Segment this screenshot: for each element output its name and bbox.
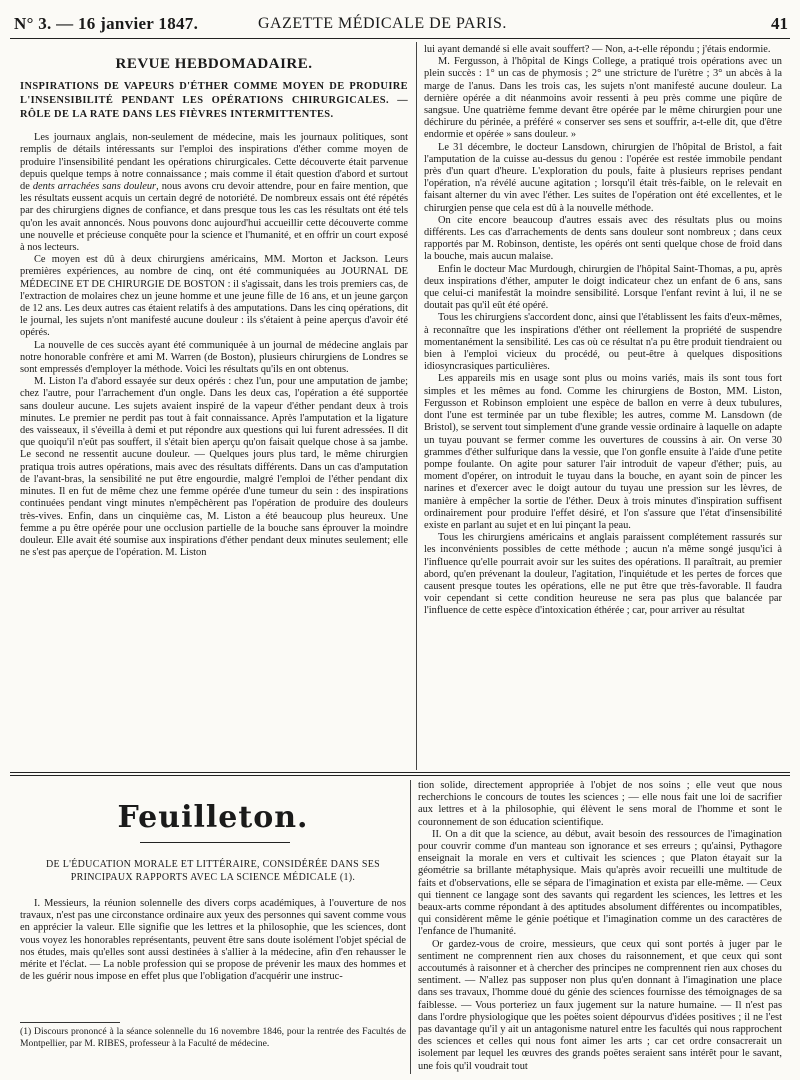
feuilleton-rule xyxy=(10,775,790,776)
feuilleton-paragraph: II. On a dit que la science, au début, avait besoin des ressources de l'imagination pour couvrir comme d'un manteau son ignorance et ses erreurs ; qu'ainsi, Pythagore enseignait la morale en vers et cultivait les sciences ; que Platon étayait sur la géométrie sa brillante métaphysique. Mais qu'après avoir recueilli une multitude de faits et d'observations, elle se sépara de l'imagination et exista par elle-même. — Ceux qui tiennent ce langage sont des savants qui regardent les sciences, les lettres et les beaux-arts comme répondant à des aptitudes absolument différentes ou incompatibles, qui considèrent même le génie poétique et l'imagination comme un des caractères de l'enfance de l'humanité. xyxy=(418,828,782,938)
article-paragraph: Enfin le docteur Mac Murdough, chirurgien de l'hôpital Saint-Thomas, a pu, après deux inspirations d'éther, amputer le doigt indicateur chez un enfant de 6 ans, sans que celui-ci manifestât la moindre sensibilité. Lorsque l'enfant revint à lui, il ne se doutait pas qu'il eût été opéré. xyxy=(424,263,782,312)
feuilleton-paragraph: I. Messieurs, la réunion solennelle des divers corps académiques, à l'ouverture de nos travaux, n'est pas une circonstance ordinaire aux yeux des personnes qui savent comme vous en apprécier la valeur. Elle signifie que les lettres et la philosophie, que les sciences, dont vous voyez les honorables représentants, peuvent être sans doute isolément l'objet spécial de nos études, mais qu'elles sont aussi destinées à s'allier à la médecine, afin d'en rehausser le mérite et l'éclat. — La noble profession qui se propose de prévenir les maux des hommes et de les guérir nous impose en effet plus que l'obligation d'acquérir une instruc- xyxy=(20,898,406,983)
article-paragraph: La nouvelle de ces succès ayant été communiquée à un journal de médecine anglais par notre honorable confrère et ami M. Warren (de Boston), plusieurs chirurgiens de Londres se sont empressés d'employer la méthode. Voici les résultats qu'ils en ont obtenus. xyxy=(20,339,408,376)
article-paragraph: Ce moyen est dû à deux chirurgiens américains, MM. Morton et Jackson. Leurs premières expériences, au nombre de cinq, ont été communiquées au JOURNAL DE MÉDECINE ET DE CHIRURGIE DE BOSTON : il s'agissait, dans les trois premiers cas, de l'extraction de molaires chez un jeune homme et une jeune fille de 16 ans, et un jeune garçon de 12 ans. Les deux autres cas étaient relatifs à des amputations. Dans les cinq opérations, dit le journal, les sujets n'ont manifesté aucune douleur : ils s'étaient à peine aperçus d'avoir été opérés. xyxy=(20,254,408,339)
article-title: INSPIRATIONS DE VAPEURS D'ÉTHER COMME MOYEN DE PRODUIRE L'INSENSIBILITÉ PENDANT LES OPÉRATIONS CHIRURGICALES. — RÔLE DE LA RATE DANS LES FIÈVRES INTERMITTENTES. xyxy=(20,81,408,121)
revue-column-left xyxy=(20,44,408,770)
column-divider xyxy=(416,42,417,770)
journal-title: GAZETTE MÉDICALE DE PARIS. xyxy=(258,15,507,32)
article-paragraph: Les appareils mis en usage sont plus ou moins variés, mais ils sont tous fort simples et les mêmes au fond. Comme les chirurgiens de Boston, MM. Liston, Fergusson et Robinson emploient une espèce de ballon en verre à deux tubulures, dont l'une est terminée par un tube flexible; les autres, comme M. Lansdown (de Bristol), se servent tout simplement d'une grande vessie ordinaire à laquelle on adapte un tuyau pouvant se fermer comme les ouvertures de coussins à air. On verse 30 grammes d'éther sulfurique dans la vessie, que l'on gonfle ensuite à l'aide d'une petite pompe foulante. On agite pour saturer l'air introduit de vapeur d'éther; puis, au moment d'opérer, on introduit le tuyau dans la bouche, en ayant soin de pincer les narines et d'exercer avec le doigt autour du tuyau une pression sur les lèvres, de manière à empêcher la sortie de l'éther. Deux à trois minutes d'inspiration suffisent ordinairement pour produire l'effet désiré, et l'on s'assure que l'état d'insensibilité existe en parlant au sujet et en lui pinçant la peau. xyxy=(424,373,782,531)
feuilleton-heading: DE L'ÉDUCATION MORALE ET LITTÉRAIRE, CONSIDÉRÉE DANS SES PRINCIPAUX RAPPORTS AVEC LA SCIENCE MÉDICALE (1). xyxy=(46,859,380,883)
section-title: REVUE HEBDOMADAIRE. xyxy=(115,56,313,72)
feuilleton-rule xyxy=(10,772,790,773)
article-paragraph: M. Liston l'a d'abord essayée sur deux opérés : chez l'un, pour une amputation de jambe; chez l'autre, pour l'arrachement d'un ongle. Dans les deux cas, l'opération a été supportée sans douleur aucune. Les sujets avaient inspiré de la vapeur d'éther pendant deux à trois minutes. Le premier ne perdit pas tout à fait connaissance. Après l'amputation et la ligature des vaisseaux, il s'éveilla à demi et put répondre aux questions qui lui furent adressées. Il dit que quoiqu'il n'eût pas souffert, il s'était bien aperçu qu'on faisait quelque chose à sa jambe. Le second ne ressentit aucune douleur. — Quelques jours plus tard, le même chirurgien pratiqua trois autres opérations, mais avec des résultats différents. Dans un cas d'amputation de l'avant-bras, la sensibilité ne put être engourdie, malgré l'emploi de l'éther pendant dix minutes. Il en fut de même chez une femme opérée d'une tumeur du sein : des inspirations continuées pendant vingt minutes n'empêchèrent pas l'opération de produire des douleurs très-vives. Enfin, dans un cinquième cas, M. Liston a été beaucoup plus heureux. Une femme a pu être opérée pour une occlusion partielle de la bouche sans éprouver la moindre douleur. Elle avait été soumise aux inspirations d'éther pendant deux minutes seulement; elle ne s'est pas aperçue de l'opération. M. Liston xyxy=(20,376,408,559)
article-paragraph: lui ayant demandé si elle avait souffert? — Non, a-t-elle répondu ; j'étais endormie. xyxy=(424,44,771,55)
page-number: 41 xyxy=(771,14,788,33)
column-divider xyxy=(410,780,411,1074)
article-paragraph: Tous les chirurgiens américains et anglais paraissent complétement rassurés sur les inconvénients possibles de cette méthode ; aucun n'a même songé jusqu'ici à l'influence qu'elle pourrait avoir sur les suites des opérations. Il paraîtrait, au premier abord, qu'en prévenant la douleur, l'agitation, l'inquiétude et les pertes de forces que causent presque toutes les opérations, elle ne put être que très-favorable. Il faudra voir cependant si cette condition heureuse ne sera pas plus que balancée par l'influence de cette espèce d'intoxication éthérée ; car, pour arriver au résultat xyxy=(424,532,782,617)
feuilleton-paragraph: tion solide, directement appropriée à l'objet de nos soins ; elle veut que nous recherchions le concours de toutes les sciences ; — elle nous fait une loi de sacrifier aux lettres et à la philosophie, qui élèvent le sens moral de l'homme et sont le couronnement de son éducation scientifique. xyxy=(418,780,782,828)
feuilleton-paragraph: Or gardez-vous de croire, messieurs, que ceux qui sont portés à juger par le sentiment ne comprennent rien aux choses du raisonnement, et que ceux qui sont accoutumés à raisonner et à chercher des principes ne comprennent rien aux choses du sentiment. — N'allez pas supposer non plus qu'en donnant à l'imagination une place dans ses travaux, l'homme doué du génie des sciences fournisse des témoignages de sa faiblesse. — Vous porteriez un faux jugement sur la nature humaine. — Il n'est pas dans l'ordre physiologique que les poëtes soient dépourvus d'idées positives ; il ne l'est pas davantage qu'il y ait un antagonisme naturel entre les facultés qui nous rapprochent des sciences et celles qui nous font aimer les arts ; car cet ordre consacrerait un isolement par lequel les œuvres des grands poëtes seraient sans intérêt pour le savant, une fois qu'il voudrait tout xyxy=(418,938,782,1072)
footnote: (1) Discours prononcé à la séance solennelle du 16 novembre 1846, pour la rentrée des Facultés de Montpellier, par M. RIBES, professeur à la Faculté de médecine. xyxy=(20,1026,406,1049)
footnote-rule xyxy=(20,1022,120,1023)
article-paragraph: M. Fergusson, à l'hôpital de Kings College, a pratiqué trois opérations avec un plein succès : 1° un cas de phymosis ; 2° une stricture de l'urètre ; 3° un abcès à la marge de l'anus. Dans les trois cas, les sujets n'ont manifesté aucune douleur. La dernière opérée a dit néanmoins avoir ressenti à peu près comme une piqûre de sangsue. Une quatrième femme devant être opérée par le même chirurgien pour une déchirure du périnée, a préféré « conserver ses sens et souffrir, a-t-elle dit, que d'être endormie et opérée » sans douleur. » xyxy=(424,56,782,141)
masthead xyxy=(10,8,790,39)
italic-phrase: dents arrachées sans douleur xyxy=(29,181,157,193)
feuilleton-title: Feuilleton. xyxy=(117,800,309,835)
title-rule xyxy=(140,842,290,843)
paragraph-text: Les journaux anglais, non-seulement de médecine, mais les journaux politiques, sont remplis de détails intéressants sur l'emploi des inspirations d'éther comme moyen de produire l'insensibilité pendant les opérations chirurgicales. Cette découverte était parvenue depuis quelque temps à notre connaissance ; mais comme il était question d'abord et surtout de xyxy=(20,132,408,193)
article-paragraph: On cite encore beaucoup d'autres essais avec des résultats plus ou moins différents. Les cas d'arrachements de dents sans douleur sont nombreux ; dans ceux rapportés par M. Robinson, dentiste, les opérés ont senti quelque chose de froid dans la bouche, mais aucun malaise. xyxy=(424,214,782,263)
revue-column-right xyxy=(424,44,782,770)
paragraph-text: , nous avons cru devoir attendre, pour en faire mention, que les résultats eussent acquis un certain degré de notoriété. De nombreux essais ont été répétés par des chirurgiens dignes de confiance, et dans presque tous les cas les résultats ont été tels qu'on les avait annoncés. Nous pouvons donc aujourd'hui accueillir cette découverte comme une nouvelle et précieuse conquête pour la science et l'humanité, et en offrir un court exposé à nos lecteurs. xyxy=(20,181,408,254)
article-paragraph: Tous les chirurgiens s'accordent donc, ainsi que l'établissent les faits d'eux-mêmes, à reconnaître que les inspirations d'éther ont réellement la propriété de suspendre momentanément la sensibilité. Les cas où ce résultat n'a pu être produit tiendraient ou bien à l'emploi vicieux du procédé, ou peut-être à quelques dispositions idiosyncrasiques particulières. xyxy=(424,312,782,373)
issue-date: N° 3. — 16 janvier 1847. xyxy=(14,14,199,33)
feuilleton-column-left xyxy=(20,898,406,1018)
feuilleton-column-right xyxy=(418,780,782,1074)
article-paragraph xyxy=(20,132,408,254)
article-paragraph: Le 31 décembre, le docteur Lansdown, chirurgien de l'hôpital de Bristol, a fait l'amputation de la cuisse au-dessus du genou : l'opérée est restée immobile pendant près d'un quart d'heure. L'exploration du pouls, faite à plusieurs reprises pendant l'opération, n'a révélé aucune agitation ; lorsqu'il était très-faible, on le relevait en faisant alterner du vin avec l'éther. Les suites de l'opération ont été excellentes, et le chirurgien pense que cela est dû à la nouvelle méthode. xyxy=(424,141,782,214)
